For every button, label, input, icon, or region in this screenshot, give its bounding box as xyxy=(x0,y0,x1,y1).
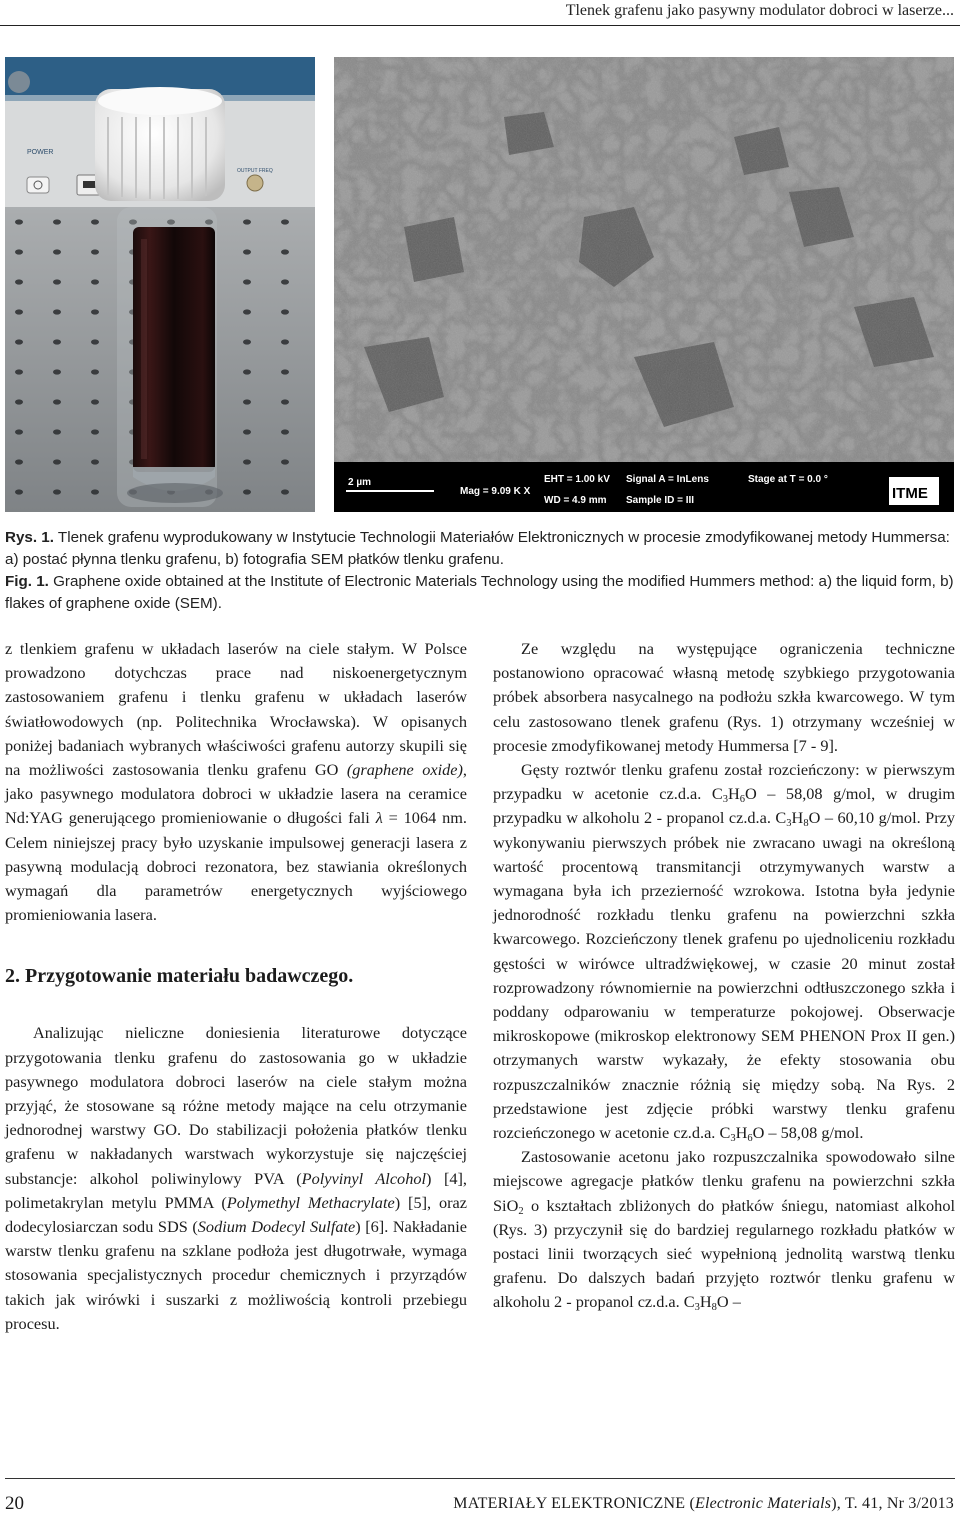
sem-eht: EHT = 1.00 kV xyxy=(544,474,610,485)
vial-photo xyxy=(5,57,315,512)
left-paragraph-1: z tlenkiem grafenu w układach laserów na ciele stałym. W Polsce prowadzono dotychczas prace nad niskoenergetycznym zastosowaniem grafenu i tlenku grafenu w układach laserów światłowodowych (np. Politechnika Wrocławska). W opisanych poniżej badaniach wybranych właściwości grafenu autorzy skupili się na możliwości zastosowania tlenku grafenu GO (graphene oxide), jako pasywnego modulatora dobroci w układzie lasera na ceramice Nd:YAG generującego promieniowanie o długości fali λ = 1064 nm. Celem niniejszej pracy było uzyskanie impulsowej generacji lasera z pasywną modulacją dobroci rezonatora, bez stawiania określonych wymagań dla parametrów energetycznych wyjściowego promieniowania lasera. xyxy=(5,639,467,925)
journal-reference: MATERIAŁY ELEKTRONICZNE (Electronic Materials), T. 41, Nr 3/2013 xyxy=(453,1495,954,1512)
section-heading: 2. Przygotowanie materiału badawczego. xyxy=(5,965,354,988)
caption-en-text: Graphene oxide obtained at the Institute of Electronic Materials Technology using the modified Hummers method: a) the liquid form, b) flakes of graphene oxide (SEM). xyxy=(5,573,954,612)
running-title: Tlenek grafenu jako pasywny modulator dobroci w laserze... xyxy=(565,2,954,19)
device-label-output-freq: OUTPUT FREQ xyxy=(237,168,273,174)
sem-wd: WD = 4.9 mm xyxy=(544,495,607,506)
figure-caption-en xyxy=(5,571,955,614)
sem-sample: Sample ID = III xyxy=(626,495,695,506)
sem-stage: Stage at T = 0.0 ° xyxy=(748,474,828,485)
caption-en-label: Fig. 1. xyxy=(5,573,49,590)
figure-caption-pl xyxy=(5,527,955,570)
right-paragraph-2: Gęsty roztwór tlenku grafenu został rozcieńczony: w pierwszym przypadku w acetonie cz.d.a. $C_3H_6O - 58,08$ g/mol, w drugim przypadku w alkoholu 2 - propanol cz.d.a. $C_3H_8O - 60,10$ g/mol. Przy wykonywaniu pierwszych próbek nie zwracano uwagi na określoną wartość procentową transmitancji otrzymywanych warstw a wymagana była ich przezierność wzrokowa. Istotna była jedynie jednorodność rozkładu tlenku grafenu na powierzchni szkła kwarcowego. Rozcieńczony tlenek grafenu po ujednoliceniu rozkładu gęstości w wirówce ultradźwiękowej, w czasie 20 minut został rozprowadzony równomiernie na powierzchni odtłuszczonego szkła i poddany odparowaniu w temperaturze pokojowej. Obserwacje mikroskopowe (mikroskop elektronowy SEM PHENON Prox II gen.) otrzymanych warstw wykazały, że efekty stosowania obu rozpuszczalników znacznie różnią się między sobą. Na Rys. 2 przedstawione jest zdjęcie próbki warstwy tlenku grafenu rozcieńczonego w acetonie cz.d.a. $C_3H_6O - 58,08$ g/mol. xyxy=(493,760,956,1145)
sem-image xyxy=(334,57,954,512)
right-column xyxy=(493,637,955,1315)
sem-image-graphic xyxy=(334,57,954,512)
right-paragraph-3: Zastosowanie acetonu jako rozpuszczalnika spowodowało silne miejscowe agregacje płatków tlenku grafenu na powierzchni szkła SiO$_2$ o kształtach zbliżonych do płatków śniegu, natomiast alkohol (Rys. 3) przyczynił się do bardziej regularnego rozkładu płatków w postaci linii tworzących sieć wypełnioną jednolitą warstwą tlenku grafenu. Do dalszych badań przyjęto roztwór tlenku grafenu w alkoholu 2 - propanol cz.d.a. $C_3H_8O$ – xyxy=(493,1147,955,1314)
svg-text:ITME: ITME xyxy=(892,485,928,502)
left-paragraph-2: Analizując nieliczne doniesienia literaturowe dotyczące przygotowania tlenku grafenu do zastosowania go w układzie pasywnego modulatora dobroci laserów na ciele stałym można przyjąć, że stosowane są różne metody mające na celu otrzymanie jednorodnej warstwy GO. Do stabilizacji położenia płatków tlenku grafenu w nakładanych warstwach wykorzystuje się najczęściej substancje: alkohol poliwinylowy PVA (Polyvinyl Alcohol) [4], polimetakrylan metylu PMMA (Polymethyl Methacrylate) [5], oraz dodecylosiarczan sodu SDS (Sodium Dodecyl Sulfate) [6]. Nakładanie warstw tlenku grafenu na szklane podłoża jest długotrwałe, wymaga stosowania specjalistycznych procedur chemicznych i przyrządów takich jak wirówki i suszarki z możliwością kontroli przebiegu procesu. xyxy=(5,1023,468,1333)
sem-scale-label: 2 µm xyxy=(348,477,371,488)
right-paragraph-1: Ze względu na występujące ograniczenia techniczne postanowiono opracować własną metodę szybkiego przygotowania próbek absorbera nasycalnego na podłożu szkła kwarcowego. W tym celu zastosowano tlenek grafenu (Rys. 1) otrzymany wcześniej w procesie zmodyfikowanej metody Hummersa [7 - 9]. xyxy=(493,639,955,755)
running-head xyxy=(0,0,960,26)
caption-pl-label: Rys. 1. xyxy=(5,529,54,546)
sem-mag: Mag = 9.09 K X xyxy=(460,486,531,497)
vial-photo-graphic xyxy=(5,57,315,512)
sem-signal: Signal A = InLens xyxy=(626,474,709,485)
footer-rule xyxy=(5,1478,955,1479)
caption-pl-text: Tlenek grafenu wyprodukowany w Instytucie Technologii Materiałów Elektronicznych w procesie zmodyfikowanej metody Hummersa: a) postać płynna tlenku grafenu, b) fotografia SEM płatków tlenku grafenu. xyxy=(5,529,950,568)
device-label-power: POWER xyxy=(27,149,54,156)
itme-logo xyxy=(889,477,939,505)
page-number: 20 xyxy=(5,1493,24,1514)
left-column xyxy=(5,637,467,1336)
